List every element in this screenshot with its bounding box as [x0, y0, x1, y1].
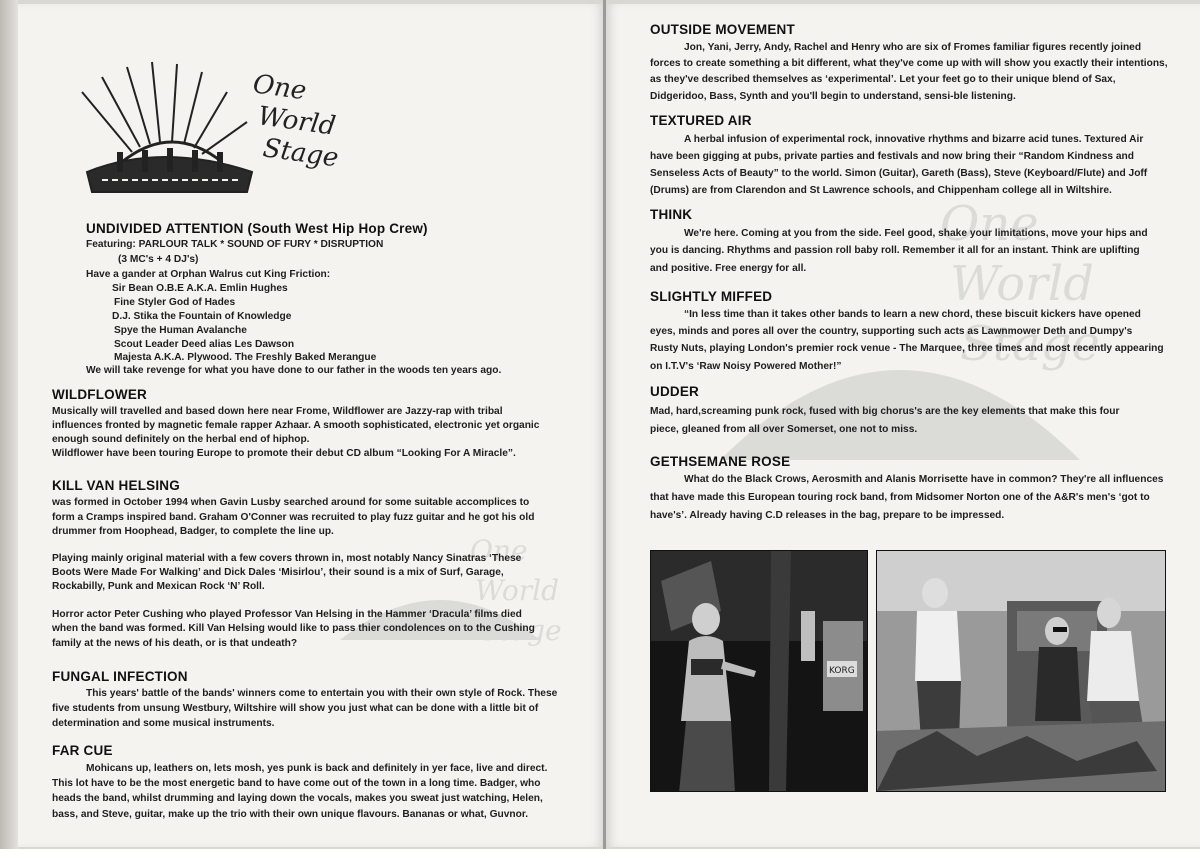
farcue-line: This lot have to be the most energetic band to have come out of the town in a long time. Badger, who [52, 778, 541, 789]
farcue-line: Mohicans up, leathers on, lets mosh, yes punk is back and definitely in yer face, live and direct. [86, 763, 548, 774]
kvh-line: drummer from Hoophead, Badger, to complete the line up. [52, 526, 334, 537]
outside-line: forces to create something a bit different, what they've come up with will show you exactly their intentions, [650, 58, 1168, 69]
kvh-line: when the band was formed. Kill Van Helsing would like to pass thier condolences on to the Cushing [52, 623, 535, 634]
undivided-line: We will take revenge for what you have done to our father in the woods ten years ago. [86, 365, 502, 376]
member-line: Spye the Human Avalanche [114, 325, 247, 336]
think-line: you is dancing. Rhythms and passion roll baby roll. Remember it all for an instant. Think are uplifting [650, 245, 1140, 256]
kvh-line: Horror actor Peter Cushing who played Professor Van Helsing in the Hammer ‘Dracula’ films died [52, 609, 522, 620]
heading-gethsemane-rose: GETHSEMANE ROSE [650, 454, 791, 469]
wildflower-line: enough sound definitely on the herbal end of hiphop. [52, 434, 310, 445]
wildflower-line: Wildflower have been touring Europe to promote their debut CD album “Looking For A Miracle”. [52, 448, 516, 459]
miffed-line: Rusty Nuts, playing London's premier rock venue - The Marquee, three times and most recently appearing [650, 343, 1164, 354]
gethsemane-line: have's’. Already having C.D releases in the bag, prepare to be impressed. [650, 510, 1005, 521]
heading-far-cue: FAR CUE [52, 743, 113, 758]
udder-line: piece, gleaned from all over Somerset, one not to miss. [650, 424, 918, 435]
textured-line: Senseless Acts of Beauty” to the world. Simon (Guitar), Gareth (Bass), Steve (Keyboard/Flute) and Joff [650, 168, 1148, 179]
textured-line: (Drums) are from Clarendon and St Lawrence schools, and Chippenham college all in Wiltshire. [650, 185, 1112, 196]
member-line: Scout Leader Deed alias Les Dawson [114, 339, 295, 350]
logo-word-one: One [251, 69, 309, 107]
logo-word-stage: Stage [261, 133, 341, 174]
wildflower-line: influences fronted by magnetic female rapper Azhaar. A smooth sophisticated, electronic yet organic [52, 420, 540, 431]
think-line: We're here. Coming at you from the side. Feel good, shake your limitations, move your hips and [684, 228, 1148, 239]
heading-fungal-infection: FUNGAL INFECTION [52, 669, 188, 684]
undivided-line: (3 MC's + 4 DJ's) [118, 254, 199, 265]
miffed-line: “In less time than it takes other bands to learn a new chord, these biscuit kickers have opened [684, 309, 1141, 320]
svg-text:KORG: KORG [829, 666, 855, 676]
undivided-line: Featuring: PARLOUR TALK * SOUND OF FURY * DISRUPTION [86, 239, 384, 250]
kvh-line: Boots Were Made For Walking’ and Dick Dales ‘Misirlou’, their sound is a mix of Surf, Garage, [52, 567, 504, 578]
band-photo-singer [650, 550, 868, 792]
think-line: and positive. Free energy for all. [650, 263, 807, 274]
heading-kill-van-helsing: KILL VAN HELSING [52, 478, 180, 493]
kvh-line: family at the news of his death, or is that undeath? [52, 638, 298, 649]
outside-line: Jon, Yani, Jerry, Andy, Rachel and Henry who are six of Fromes familiar figures recently joined [684, 42, 1142, 53]
spine-gutter [603, 0, 606, 849]
miffed-line: on I.T.V's ‘Raw Noisy Powered Mother!” [650, 361, 842, 372]
member-line: Majesta A.K.A. Plywood. The Freshly Baked Merangue [114, 352, 377, 363]
member-line: D.J. Stika the Fountain of Knowledge [112, 311, 292, 322]
heading-think: THINK [650, 207, 693, 222]
heading-slightly-miffed: SLIGHTLY MIFFED [650, 289, 773, 304]
heading-outside-movement: OUTSIDE MOVEMENT [650, 22, 795, 37]
fungal-line: determination and some musical instruments. [52, 718, 275, 729]
heading-wildflower: WILDFLOWER [52, 387, 147, 402]
kvh-line: Playing mainly original material with a few covers thrown in, most notably Nancy Sinatras ‘These [52, 553, 522, 564]
heading-textured-air: TEXTURED AIR [650, 113, 752, 128]
undivided-line: Have a gander at Orphan Walrus cut King Friction: [86, 269, 331, 280]
one-world-stage-logo [62, 52, 342, 212]
outside-line: as they've described themselves as ‘experimental’. Let your feet go to their unique blend of Sax, [650, 74, 1116, 85]
wildflower-line: Musically will travelled and based down here near Frome, Wildflower are Jazzy-rap with tribal [52, 406, 503, 417]
gethsemane-line: What do the Black Crows, Aerosmith and Alanis Morrisette have in common? They're all influences [684, 474, 1164, 485]
band-photo-trio [876, 550, 1166, 792]
member-line: Sir Bean O.B.E A.K.A. Emlin Hughes [112, 283, 288, 294]
miffed-line: eyes, minds and pores all over the country, supporting such acts as Lawnmower Deth and Dumpy's [650, 326, 1133, 337]
gethsemane-line: that have made this European touring rock band, from Midsomer Norton one of the A&R's men's ‘got to [650, 492, 1150, 503]
kvh-line: form a Cramps inspired band. Graham O'Conner was recruited to play fuzz guitar and he got his old [52, 512, 535, 523]
farcue-line: heads the band, whilst drumming and laying down the vocals, makes you sweat just watching, Helen, [52, 793, 543, 804]
member-line: Fine Styler God of Hades [114, 297, 236, 308]
heading-undivided-attention: UNDIVIDED ATTENTION (South West Hip Hop Crew) [86, 221, 428, 236]
textured-line: have been gigging at pubs, private parties and festivals and now bring their “Random Kindness and [650, 151, 1134, 162]
heading-udder: UDDER [650, 384, 700, 399]
textured-line: A herbal infusion of experimental rock, innovative rhythms and bizarre acid tunes. Textured Air [684, 134, 1144, 145]
logo-word-world: World [256, 101, 338, 142]
fungal-line: This years' battle of the bands' winners come to entertain you with their own style of Rock. These [86, 688, 558, 699]
outside-line: Didgeridoo, Bass, Synth and you'll begin to understand, sensi-ble listening. [650, 91, 1016, 102]
farcue-line: bass, and Steve, guitar, make up the trio with their own unique flavours. Bananas or what, Guvnor. [52, 809, 529, 820]
page-edge [0, 0, 18, 849]
kvh-line: was formed in October 1994 when Gavin Lusby searched around for some suitable accomplices to [52, 497, 530, 508]
udder-line: Mad, hard,screaming punk rock, fused with big chorus's are the key elements that make this four [650, 406, 1120, 417]
fungal-line: five students from unsung Westbury, Wiltshire will show you just what can be done with a little bit of [52, 703, 539, 714]
kvh-line: Rockabilly, Punk and Mexican Rock ‘N’ Roll. [52, 581, 265, 592]
